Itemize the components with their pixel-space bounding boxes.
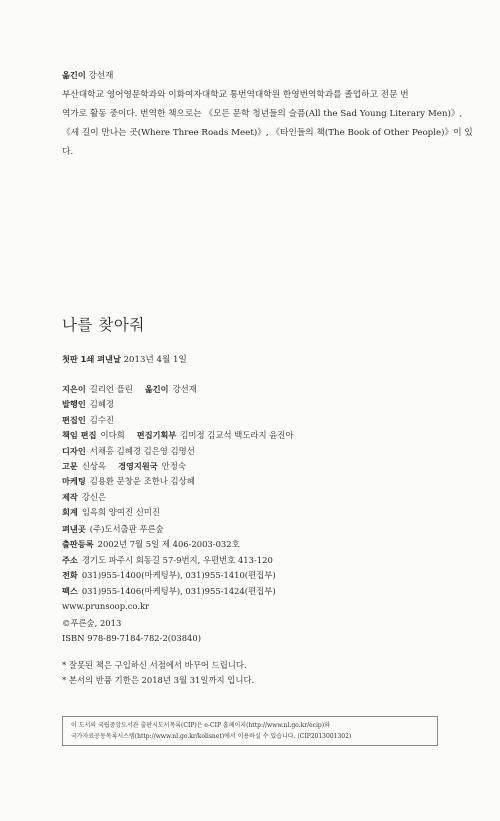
credit-value: 임옥희 양여진 신미진 (81, 507, 160, 518)
address-value: 경기도 파주시 회동길 57-9번지, 우편번호 413-120 (81, 554, 273, 565)
credit-row (62, 382, 480, 397)
credit-label: 디자인 (62, 445, 86, 456)
credit-label: 마케팅 (62, 476, 86, 487)
credit-label: 책임 편집 (62, 430, 97, 441)
book-title: 나를 찾아줘 (62, 316, 145, 334)
credit-row (62, 459, 480, 474)
credit-value: 강선재 (172, 384, 197, 394)
credit-value: 이다희 (100, 430, 125, 441)
fax-value: 031)955-1406(마케팅부), 031)955-1424(편집부) (81, 585, 276, 596)
website-link[interactable]: www.prunsoop.co.kr (62, 601, 150, 612)
credit-row (62, 413, 480, 428)
address-row (62, 553, 480, 568)
website-row (62, 599, 480, 614)
credit-value: 김용환 문창운 조한나 김상혜 (89, 476, 195, 487)
credit-row (62, 397, 480, 412)
credit-value: 안정숙 (161, 461, 186, 472)
translator-bio-line: 《세 길이 만나는 곳(Where Three Roads Meet)》, 《타인들의 책(The Book of Other People)》이 있다. (62, 128, 473, 157)
translator-bio-line: 역가로 활동 중이다. 번역한 책으로는 《모든 문학 청년들의 슬픔(All the Sad Young Literary Men)》, (62, 109, 463, 119)
fax-row (62, 584, 480, 599)
edition-date: 2013년 4월 1일 (123, 355, 187, 365)
publisher-info (62, 522, 480, 614)
credit-row (62, 428, 480, 443)
isbn: ISBN 978-89-7184-782-2(03840) (62, 633, 201, 644)
credit-row (62, 490, 480, 505)
registration-label: 출판등록 (62, 539, 94, 550)
credit-value: 김혜경 (89, 399, 115, 410)
translator-label: 옮긴이 (62, 70, 86, 80)
credit-label: 제작 (62, 491, 78, 502)
credit-label: 발행인 (62, 399, 86, 410)
edition-label: 첫판 1쇄 펴낸날 (62, 354, 121, 364)
notes (62, 658, 480, 688)
publisher-row (62, 522, 480, 537)
cip-notice-box (62, 716, 438, 746)
credit-label: 지은이 (62, 384, 86, 394)
credits-list (62, 382, 480, 521)
registration-row (62, 537, 480, 552)
credit-row (62, 474, 480, 489)
credit-label: 편집기획부 (136, 430, 177, 441)
credit-label: 회계 (62, 507, 78, 518)
credit-label: 경영지원국 (118, 461, 158, 472)
note-item: * 잘못된 책은 구입하신 서점에서 바꾸어 드립니다. (62, 660, 247, 670)
credit-value: 서채홍 김혜경 김은영 김명선 (89, 445, 195, 456)
publisher-label: 펴낸곳 (62, 524, 86, 534)
edition-line (62, 352, 480, 368)
copyright-block (62, 616, 480, 647)
phone-value: 031)955-1400(마케팅부), 031)955-1410(편집부) (81, 570, 276, 581)
credit-label: 편집인 (62, 414, 86, 425)
note-item: * 본서의 반품 기한은 2018년 3월 31일까지 입니다. (62, 675, 255, 685)
cip-notice-line: 국가자료공동목록시스템(http://www.nl.go.kr/kolisnet)에서 이용하실 수 있습니다. (CIP2013001302) (71, 732, 352, 740)
address-label: 주소 (62, 554, 78, 565)
registration-value: 2002년 7월 5일 제 406-2003-032호 (97, 539, 240, 550)
credit-value: 강신은 (81, 491, 107, 502)
copyright: ©푸른숲, 2013 (62, 618, 122, 628)
cip-notice-line: 이 도서의 국립중앙도서관 출판시도서목록(CIP)은 e-CIP 홈페이지(http://www.nl.go.kr/ecip)와 (71, 722, 330, 729)
translator-bio-line: 부산대학교 영어영문학과와 이화여자대학교 통번역대학원 한영번역학과를 졸업하고 전문 번 (62, 90, 409, 100)
translator-name: 강선재 (88, 71, 114, 81)
fax-label: 팩스 (62, 585, 78, 596)
publisher-name: (주)도서출판 푸른숲 (89, 524, 164, 534)
credit-value: 김수진 (89, 414, 115, 425)
credit-row (62, 505, 480, 520)
credit-row (62, 444, 480, 459)
translator-section (62, 68, 480, 162)
translator-bio (62, 86, 480, 162)
credit-value: 신상옥 (81, 461, 107, 472)
credit-value: 김미정 김교석 백도라지 윤진아 (180, 430, 294, 441)
credit-label: 고문 (62, 461, 78, 472)
phone-label: 전화 (62, 570, 78, 581)
phone-row (62, 568, 480, 583)
credit-label: 옮긴이 (144, 384, 169, 394)
credit-value: 길리언 플린 (89, 384, 133, 394)
